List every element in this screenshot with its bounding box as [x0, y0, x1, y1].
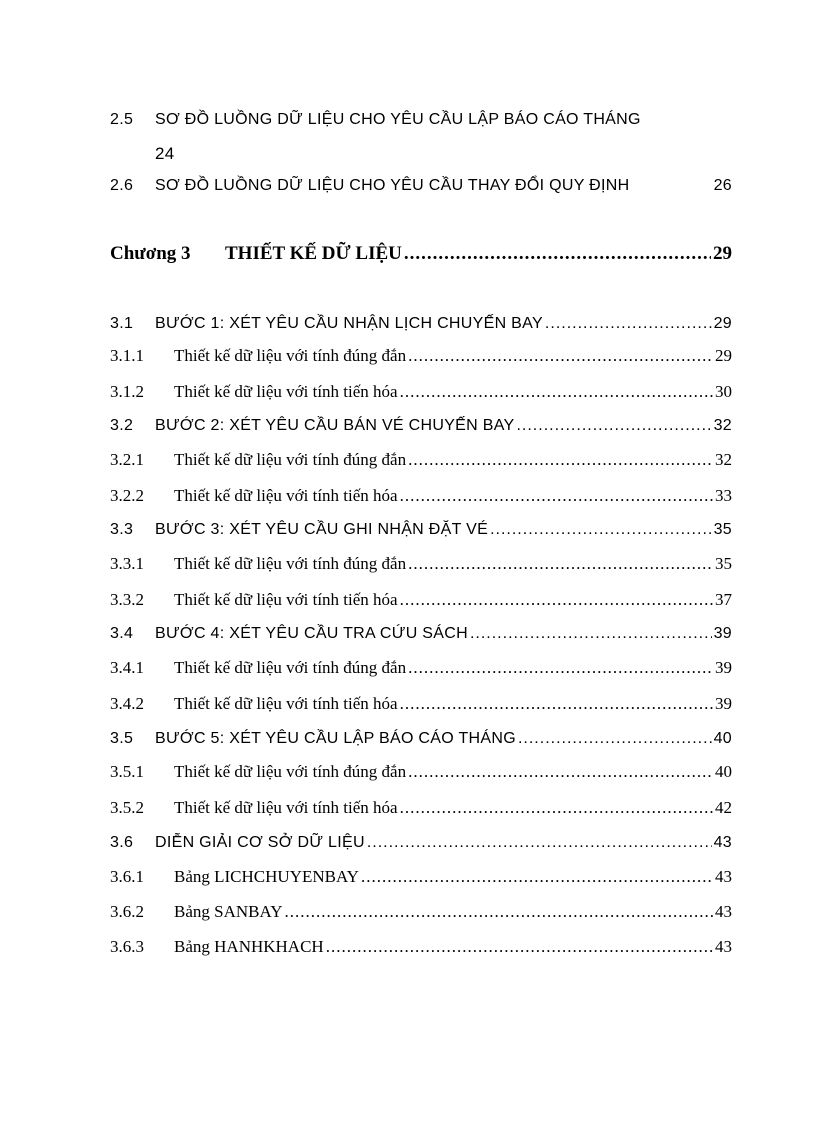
toc-entry-page: 29	[713, 315, 732, 332]
toc-entry-title: Bảng SANBAY	[174, 902, 283, 921]
toc-entry-title: Thiết kế dữ liệu với tính đúng đắn	[174, 450, 407, 469]
toc-leader-dots	[400, 796, 713, 820]
toc-entry-number: 3.6.1	[110, 867, 144, 886]
toc-entry-3-3-1	[110, 552, 732, 576]
toc-leader-dots	[470, 622, 712, 646]
toc-entry-3-4-2	[110, 692, 732, 716]
toc-leader-dots	[326, 935, 713, 959]
toc-entry-title: BƯỚC 4: XÉT YÊU CẦU TRA CỨU SÁCH	[155, 625, 468, 642]
toc-leader-dots	[367, 831, 712, 855]
toc-leader-dots	[490, 518, 712, 542]
toc-entry-number: 3.4.2	[110, 694, 144, 713]
toc-entry-number: 3.2	[110, 417, 134, 434]
toc-entry-page: 43	[715, 867, 732, 886]
toc-leader-dots	[408, 448, 713, 472]
toc-entry-title: Thiết kế dữ liệu với tính tiến hóa	[174, 382, 398, 401]
toc-chapter-3	[110, 242, 732, 266]
toc-leader-dots	[545, 312, 712, 336]
toc-entry-3-6-2	[110, 900, 732, 924]
toc-entry-number: 3.3	[110, 521, 134, 538]
toc-entry-3-2-1	[110, 448, 732, 472]
toc-entry-number: 2.5	[110, 111, 134, 128]
toc-entry-3-4	[110, 622, 732, 646]
toc-entry-page: 43	[715, 937, 732, 956]
toc-entry-title: SƠ ĐỒ LUỒNG DỮ LIỆU CHO YÊU CẦU THAY ĐỔI QUY ĐỊNH	[155, 177, 630, 194]
toc-entry-page: 32	[713, 417, 732, 434]
toc-entry-page: 29	[715, 346, 732, 365]
toc-entry-number: 3.1.1	[110, 346, 144, 365]
toc-chapter-number: Chương 3	[110, 243, 191, 264]
toc-entry-title: Thiết kế dữ liệu với tính tiến hóa	[174, 590, 398, 609]
toc-entry-3-6	[110, 831, 732, 855]
toc-entry-number: 3.6.2	[110, 902, 144, 921]
toc-leader-dots	[408, 656, 713, 680]
toc-entry-number: 3.3.1	[110, 554, 144, 573]
toc-leader-dots	[408, 760, 713, 784]
toc-entry-page: 39	[715, 658, 732, 677]
toc-entry-title: Thiết kế dữ liệu với tính đúng đắn	[174, 554, 407, 573]
toc-entry-page: 30	[715, 382, 732, 401]
toc-leader-dots	[516, 414, 711, 438]
toc-entry-title: Thiết kế dữ liệu với tính đúng đắn	[174, 762, 407, 781]
toc-leader-dots	[518, 727, 712, 751]
toc-entry-3-3	[110, 518, 732, 542]
toc-entry-3-5	[110, 727, 732, 751]
toc-entry-page: 39	[715, 694, 732, 713]
toc-entry-page: 40	[715, 762, 732, 781]
toc-entry-title: Thiết kế dữ liệu với tính đúng đắn	[174, 346, 407, 365]
toc-entry-title: BƯỚC 3: XÉT YÊU CẦU GHI NHẬN ĐẶT VÉ	[155, 521, 489, 538]
toc-entry-number: 3.5	[110, 730, 134, 747]
toc-entry-title: Bảng LICHCHUYENBAY	[174, 867, 359, 886]
toc-entry-page: 43	[713, 834, 732, 851]
toc-entry-number: 3.2.1	[110, 450, 144, 469]
toc-entry-3-5-2	[110, 796, 732, 820]
toc-leader-dots	[361, 865, 713, 889]
toc-entry-page: 37	[715, 590, 732, 609]
toc-entry-2-5-page: 24	[155, 144, 175, 163]
toc-entry-page: 42	[715, 798, 732, 817]
toc-entry-3-1-1	[110, 344, 732, 368]
toc-entry-3-3-2	[110, 588, 732, 612]
toc-entry-number: 3.4.1	[110, 658, 144, 677]
toc-entry-number: 3.5.1	[110, 762, 144, 781]
toc-entry-number: 3.1	[110, 315, 134, 332]
toc-entry-3-1-2	[110, 380, 732, 404]
toc-entry-number: 2.6	[110, 177, 134, 194]
toc-entry-3-1	[110, 312, 732, 336]
toc-entry-title: Thiết kế dữ liệu với tính đúng đắn	[174, 658, 407, 677]
toc-entry-number: 3.5.2	[110, 798, 144, 817]
toc-entry-title: Thiết kế dữ liệu với tính tiến hóa	[174, 798, 398, 817]
toc-entry-title: BƯỚC 5: XÉT YÊU CẦU LẬP BÁO CÁO THÁNG	[155, 730, 516, 747]
toc-entry-page: 26	[713, 177, 732, 194]
toc-leader-dots	[404, 242, 711, 266]
toc-entry-title: Thiết kế dữ liệu với tính tiến hóa	[174, 694, 398, 713]
toc-leader-dots	[408, 552, 713, 576]
toc-entry-page: 32	[715, 450, 732, 469]
toc-entry-page: 35	[713, 521, 732, 538]
toc-entry-page: 39	[713, 625, 732, 642]
toc-entry-3-5-1	[110, 760, 732, 784]
toc-leader-dots	[400, 588, 713, 612]
toc-entry-page: 35	[715, 554, 732, 573]
toc-leader-dots	[400, 484, 713, 508]
toc-entry-2-5	[110, 108, 732, 132]
toc-leader-dots	[408, 344, 713, 368]
toc-leader-dots	[284, 900, 713, 924]
toc-entry-3-6-3	[110, 935, 732, 959]
toc-leader-dots	[400, 380, 713, 404]
toc-entry-page: 33	[715, 486, 732, 505]
toc-entry-3-2-2	[110, 484, 732, 508]
toc-entry-page: 43	[715, 902, 732, 921]
toc-entry-3-4-1	[110, 656, 732, 680]
toc-entry-number: 3.3.2	[110, 590, 144, 609]
toc-chapter-page: 29	[713, 243, 732, 264]
toc-entry-number: 3.6.3	[110, 937, 144, 956]
toc-entry-title: Thiết kế dữ liệu với tính tiến hóa	[174, 486, 398, 505]
toc-entry-3-2	[110, 414, 732, 438]
toc-entry-title: DIỄN GIẢI CƠ SỞ DỮ LIỆU	[155, 834, 365, 851]
toc-entry-2-6	[110, 174, 732, 198]
toc-entry-title: Bảng HANHKHACH	[174, 937, 324, 956]
toc-entry-number: 3.2.2	[110, 486, 144, 505]
toc-entry-number: 3.6	[110, 834, 134, 851]
toc-entry-title: BƯỚC 2: XÉT YÊU CẦU BÁN VÉ CHUYẾN BAY	[155, 417, 515, 434]
toc-leader-dots	[400, 692, 713, 716]
toc-entry-3-6-1	[110, 865, 732, 889]
toc-entry-page: 40	[713, 730, 732, 747]
toc-entry-title: SƠ ĐỒ LUỒNG DỮ LIỆU CHO YÊU CẦU LẬP BÁO CÁO THÁNG	[155, 111, 641, 128]
toc-entry-number: 3.1.2	[110, 382, 144, 401]
toc-chapter-title: THIẾT KẾ DỮ LIỆU	[225, 243, 402, 264]
toc-entry-number: 3.4	[110, 625, 134, 642]
toc-entry-title: BƯỚC 1: XÉT YÊU CẦU NHẬN LỊCH CHUYẾN BAY	[155, 315, 543, 332]
